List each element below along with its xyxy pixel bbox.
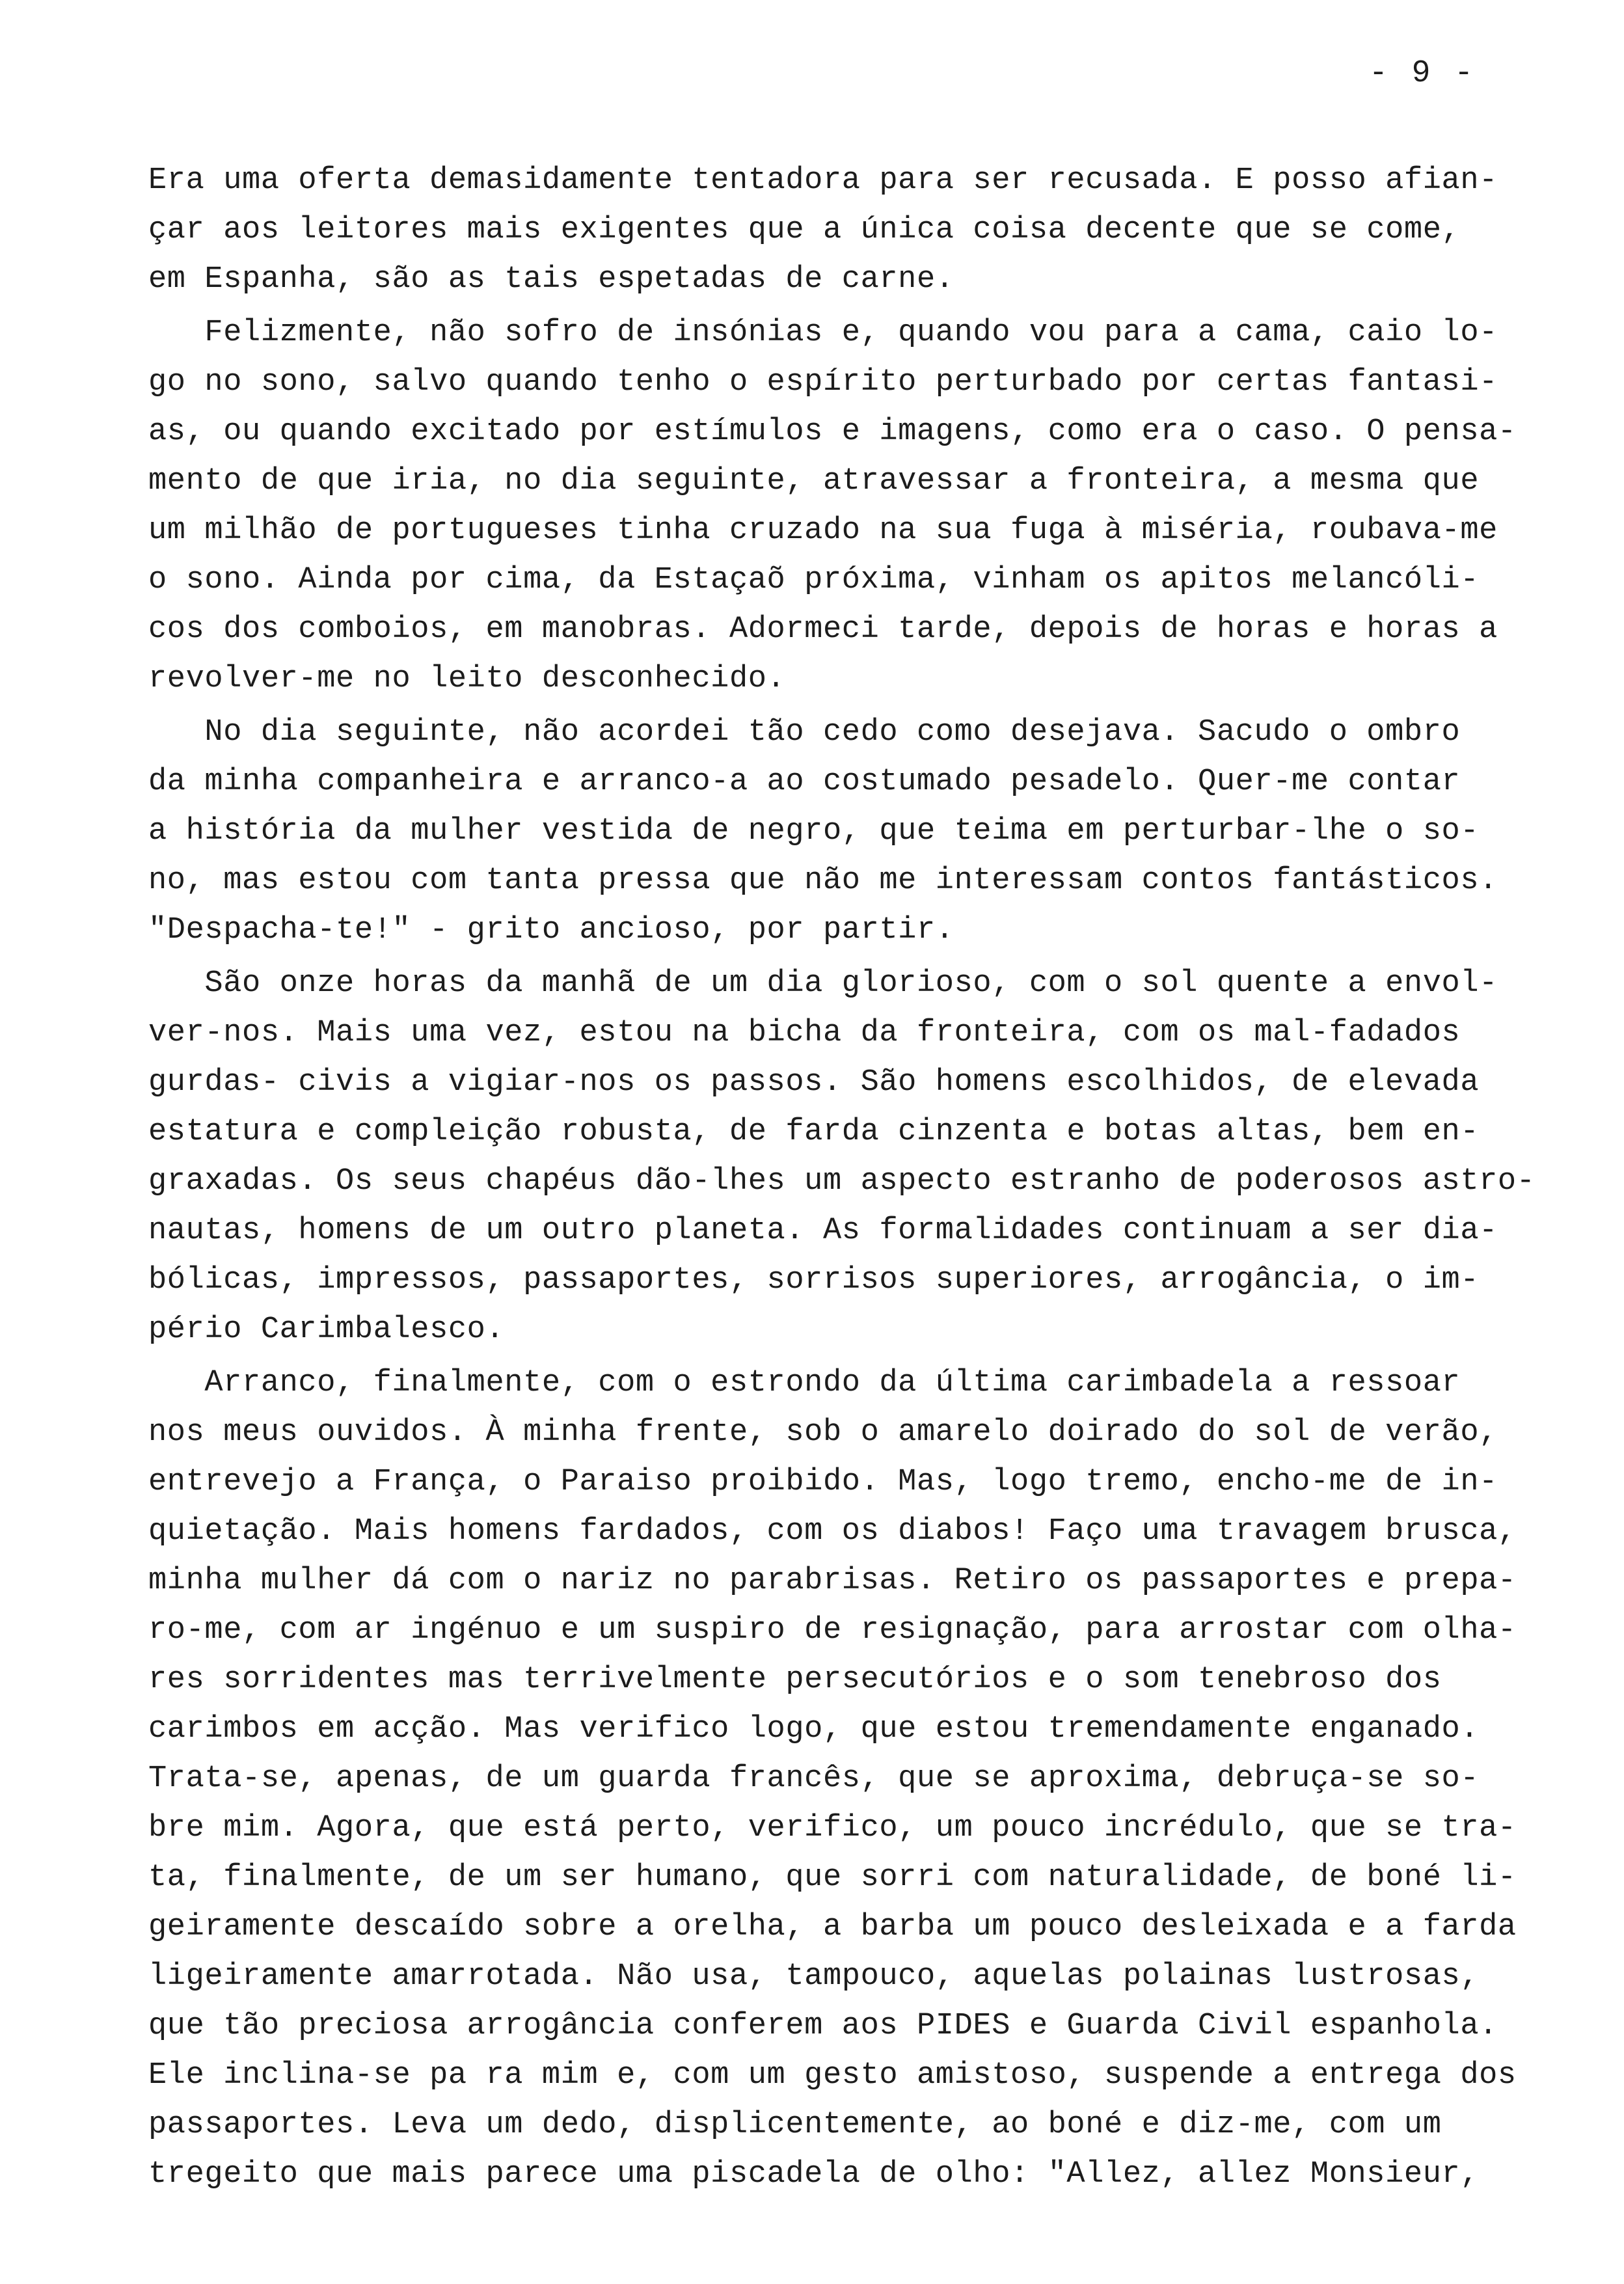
text-line: da minha companheira e arranco-a ao costumado pesadelo. Quer-me contar xyxy=(148,765,1461,799)
text-line: minha mulher dá com o nariz no parabrisas. Retiro os passaportes e prepa- xyxy=(148,1564,1517,1598)
page-body xyxy=(148,156,1573,2199)
paragraph-1 xyxy=(148,156,1573,305)
text-line: graxadas. Os seus chapéus dão-lhes um aspecto estranho de poderosos astro- xyxy=(148,1164,1536,1199)
text-line: Arranco, finalmente, com o estrondo da última carimbadela a ressoar xyxy=(148,1366,1461,1400)
text-line: nos meus ouvidos. À minha frente, sob o amarelo doirado do sol de verão, xyxy=(148,1415,1498,1450)
text-line: res sorridentes mas terrivelmente persecutórios e o som tenebroso dos xyxy=(148,1663,1442,1697)
text-line: estatura e compleição robusta, de farda cinzenta e botas altas, bem en- xyxy=(148,1115,1480,1149)
text-line: entrevejo a França, o Paraiso proibido. Mas, logo tremo, encho-me de in- xyxy=(148,1465,1498,1499)
text-line: bólicas, impressos, passaportes, sorrisos superiores, arrogância, o im- xyxy=(148,1263,1480,1298)
text-line: mento de que iria, no dia seguinte, atravessar a fronteira, a mesma que xyxy=(148,464,1480,498)
text-line: tregeito que mais parece uma piscadela de olho: "Allez, allez Monsieur, xyxy=(148,2157,1480,2192)
text-line: nautas, homens de um outro planeta. As formalidades continuam a ser dia- xyxy=(148,1214,1498,1248)
text-line: ro-me, com ar ingénuo e um suspiro de resignação, para arrostar com olha- xyxy=(148,1613,1517,1648)
text-line: que tão preciosa arrogância conferem aos PIDES e Guarda Civil espanhola. xyxy=(148,2009,1498,2043)
text-line: revolver-me no leito desconhecido. xyxy=(148,662,786,696)
paragraph-5 xyxy=(148,1359,1573,2199)
page-number: - 9 - xyxy=(1369,56,1476,91)
text-line: bre mim. Agora, que está perto, verifico, um pouco incrédulo, que se tra- xyxy=(148,1811,1517,1845)
text-line: cos dos comboios, em manobras. Adormeci tarde, depois de horas e horas a xyxy=(148,612,1498,647)
text-line: pério Carimbalesco. xyxy=(148,1312,505,1347)
text-line: Felizmente, não sofro de insónias e, quando vou para a cama, caio lo- xyxy=(148,316,1498,350)
text-line: a história da mulher vestida de negro, que teima em perturbar-lhe o so- xyxy=(148,814,1480,849)
text-line: go no sono, salvo quando tenho o espírito perturbado por certas fantasi- xyxy=(148,365,1498,400)
text-line: Era uma oferta demasidamente tentadora para ser recusada. E posso afian- xyxy=(148,163,1498,198)
text-line: ta, finalmente, de um ser humano, que sorri com naturalidade, de boné li- xyxy=(148,1860,1517,1895)
paragraph-3 xyxy=(148,708,1573,955)
text-line: carimbos em acção. Mas verifico logo, que estou tremendamente enganado. xyxy=(148,1712,1480,1747)
text-line: gurdas- civis a vigiar-nos os passos. São homens escolhidos, de elevada xyxy=(148,1065,1480,1100)
paragraph-4 xyxy=(148,959,1573,1355)
text-line: o sono. Ainda por cima, da Estaçaõ próxima, vinham os apitos melancóli- xyxy=(148,563,1480,597)
text-line: Ele inclina-se pa ra mim e, com um gesto amistoso, suspende a entrega dos xyxy=(148,2058,1517,2093)
text-line: no, mas estou com tanta pressa que não me interessam contos fantásticos. xyxy=(148,863,1498,898)
text-line: ver-nos. Mais uma vez, estou na bicha da fronteira, com os mal-fadados xyxy=(148,1016,1461,1050)
text-line: çar aos leitores mais exigentes que a única coisa decente que se come, xyxy=(148,213,1461,247)
text-line: passaportes. Leva um dedo, displicentemente, ao boné e diz-me, com um xyxy=(148,2108,1442,2142)
text-line: quietação. Mais homens fardados, com os diabos! Faço uma travagem brusca, xyxy=(148,1514,1517,1549)
text-line: Trata-se, apenas, de um guarda francês, que se aproxima, debruça-se so- xyxy=(148,1761,1480,1796)
text-line: as, ou quando excitado por estímulos e imagens, como era o caso. O pensa- xyxy=(148,415,1517,449)
text-line: em Espanha, são as tais espetadas de carne. xyxy=(148,262,954,297)
text-line: São onze horas da manhã de um dia glorioso, com o sol quente a envol- xyxy=(148,966,1498,1001)
paragraph-2 xyxy=(148,308,1573,704)
text-line: geiramente descaído sobre a orelha, a barba um pouco desleixada e a farda xyxy=(148,1910,1517,1944)
text-line: um milhão de portugueses tinha cruzado na sua fuga à miséria, roubava-me xyxy=(148,513,1498,548)
text-line: No dia seguinte, não acordei tão cedo como desejava. Sacudo o ombro xyxy=(148,715,1461,750)
text-line: ligeiramente amarrotada. Não usa, tampouco, aquelas polainas lustrosas, xyxy=(148,1959,1480,1994)
text-line: "Despacha-te!" - grito ancioso, por partir. xyxy=(148,913,954,947)
